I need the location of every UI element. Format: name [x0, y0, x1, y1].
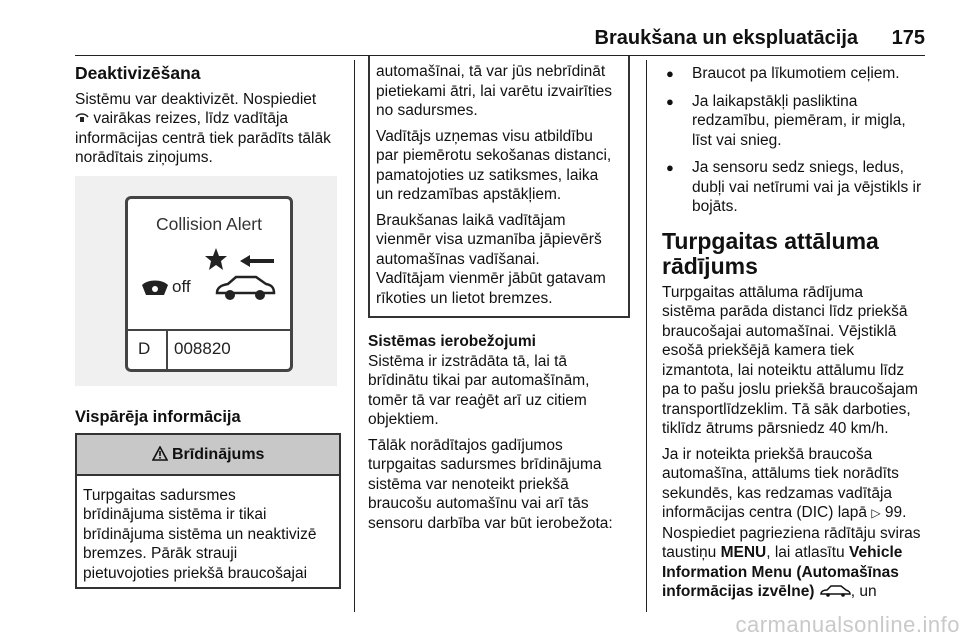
odometer-value: 008820	[174, 338, 231, 358]
text-line: un redzamības apstākļiem.	[376, 186, 562, 203]
text-line: braucošu automašīnu vai arī tās	[368, 495, 589, 512]
warning-box-continued	[368, 56, 630, 318]
text-line: Ja ir noteikta priekšā braucoša	[662, 445, 873, 463]
steering-switch-icon	[75, 109, 89, 129]
steering-wheel-icon	[140, 279, 170, 297]
middle-column	[368, 60, 632, 539]
dic-display	[125, 196, 293, 372]
column-divider-2	[646, 60, 647, 612]
text-line: , lai atlasītu	[766, 544, 845, 561]
warning-box	[75, 433, 341, 589]
text-line: turpgaitas sadursmes brīdinājuma	[368, 456, 602, 473]
text-line: Vadītājs uzņemas visu atbildību	[376, 127, 593, 145]
text-line: Turpgaitas sadursmes	[83, 486, 236, 504]
text-line: sensoru darbība var būt ierobežota:	[368, 514, 613, 532]
page-reference-icon[interactable]: ▷	[871, 506, 881, 520]
general-info-heading: Vispārēja informācija	[75, 407, 241, 426]
text-line: Vadītājam vienmēr jābūt gatavam	[376, 270, 606, 287]
collision-star-icon	[204, 247, 228, 271]
text-line: bremzes. Pārāk strauji	[83, 545, 238, 562]
text-line: pa to pašu joslu priekšā braucošajam	[662, 381, 918, 398]
text-line: automašīnas vadīšanai.	[376, 250, 540, 268]
warning-body	[77, 476, 339, 588]
right-column	[662, 64, 954, 608]
arrow-left-icon	[240, 255, 274, 267]
text-line: Tālāk norādītajos gadījumos	[368, 436, 563, 454]
text-line: informācijas centrā tiek parādīts tālāk	[75, 129, 331, 147]
text-line: braucošajai automašīnai. Vējstiklā	[662, 322, 897, 340]
text-line: brīdinātu tikai par automašīnām,	[368, 372, 590, 389]
text-line: esošā priekšējā kamera tiek	[662, 342, 855, 359]
warning-triangle-icon	[152, 446, 168, 461]
off-label: off	[172, 276, 191, 296]
gear-indicator: D	[138, 338, 151, 358]
section-title: Braukšana un ekspluatācija	[594, 27, 858, 49]
text-line: tiklīdz ātrums pārsniedz 40 km/h.	[662, 420, 889, 437]
vehicle-info-menu-1: Vehicle	[848, 544, 903, 561]
page-number: 175	[891, 27, 925, 49]
heading-line: Turpgaitas attāluma	[662, 227, 879, 254]
text-line: izmantota, lai noteiktu attālumu līdz	[662, 361, 905, 379]
limitations-list	[662, 64, 954, 217]
text-line: norādītais ziņojums.	[75, 149, 213, 166]
list-item: ● Ja laikapstākļi pasliktina redzamību, piemēram, ir migla, līst vai snieg.	[662, 92, 954, 151]
display-vertical-separator	[166, 329, 168, 369]
text-line: Sistēma ir izstrādāta tā, lai tā	[368, 352, 567, 370]
vehicle-info-menu-2: Information Menu (Automašīnas	[662, 563, 899, 581]
following-distance-heading	[662, 229, 954, 279]
menu-key: MENU	[720, 544, 767, 561]
dic-display-figure	[75, 176, 337, 386]
text-line: Turpgaitas attāluma rādījuma	[662, 283, 864, 301]
vehicle-icon	[819, 585, 851, 597]
text-line: pamatojoties uz satiksmes, laika	[376, 166, 599, 184]
list-item: ● Ja sensoru sedz sniegs, ledus, dubļi vai netīrumi vai ja vējstikls ir bojāts.	[662, 158, 954, 217]
text-line: sistēma var nenoteikt priekšā	[368, 475, 569, 493]
text-line: objektiem.	[368, 411, 439, 428]
text-line: automašīnai, tā var jūs nebrīdināt	[376, 63, 606, 80]
text-line: tomēr tā var reaģēt arī uz citiem	[368, 391, 587, 409]
page-header	[0, 0, 960, 60]
left-column	[75, 64, 345, 589]
text-line: taustiņu	[662, 544, 717, 561]
text-line: Sistēmu var deaktivizēt. Nospiediet	[75, 90, 317, 108]
vehicle-info-menu-3: informācijas izvēlne)	[662, 583, 815, 600]
deactivation-heading: Deaktivizēšana	[75, 63, 201, 83]
text-line: par piemērotu sekošanas distanci,	[376, 147, 612, 164]
text-line: pietuvojoties priekšā braucošajai	[83, 564, 308, 582]
list-item: ● Braucot pa līkumotiem ceļiem.	[662, 64, 954, 84]
text-line: vienmēr visa uzmanība jāpievērš	[376, 231, 602, 248]
heading-line: rādījums	[662, 252, 758, 279]
vehicle-ahead-icon	[214, 273, 276, 303]
display-separator	[128, 329, 290, 331]
text-line: Braukšanas laikā vadītājam	[376, 211, 566, 229]
text-line: vairākas reizes, līdz vadītāja	[93, 110, 289, 127]
text-line: pietiekami ātri, lai varētu izvairīties	[376, 82, 613, 100]
collision-alert-title: Collision Alert	[155, 213, 263, 234]
text-line: sistēma parāda distanci līdz priekšā	[662, 303, 908, 320]
text-line: Nospiediet pagrieziena rādītāju sviras	[662, 524, 921, 542]
deactivation-paragraph	[75, 90, 345, 168]
text-line: brīdinājuma sistēma ir tikai	[83, 506, 267, 523]
text-line: , un	[850, 583, 877, 600]
text-line: brīdinājuma sistēma un neaktivizē	[83, 525, 317, 543]
column-divider-1	[354, 60, 355, 612]
text-line: informācijas centra (DIC) lapā	[662, 504, 868, 521]
text-line: no sadursmes.	[376, 102, 478, 119]
warning-label: Brīdinājums	[171, 446, 265, 463]
watermark: carmanualsonline.info	[735, 612, 960, 637]
warning-header	[77, 435, 339, 476]
page-reference[interactable]: 99.	[884, 504, 907, 521]
text-line: sekundēs, kas redzamas vadītāja	[662, 484, 893, 502]
limits-heading: Sistēmas ierobežojumi	[368, 333, 536, 350]
text-line: transportlīdzeklim. Tā sāk darboties,	[662, 400, 911, 418]
text-line: rīkoties un lietot bremzes.	[376, 289, 553, 307]
text-line: automašīna, attālums tiek norādīts	[662, 465, 899, 482]
